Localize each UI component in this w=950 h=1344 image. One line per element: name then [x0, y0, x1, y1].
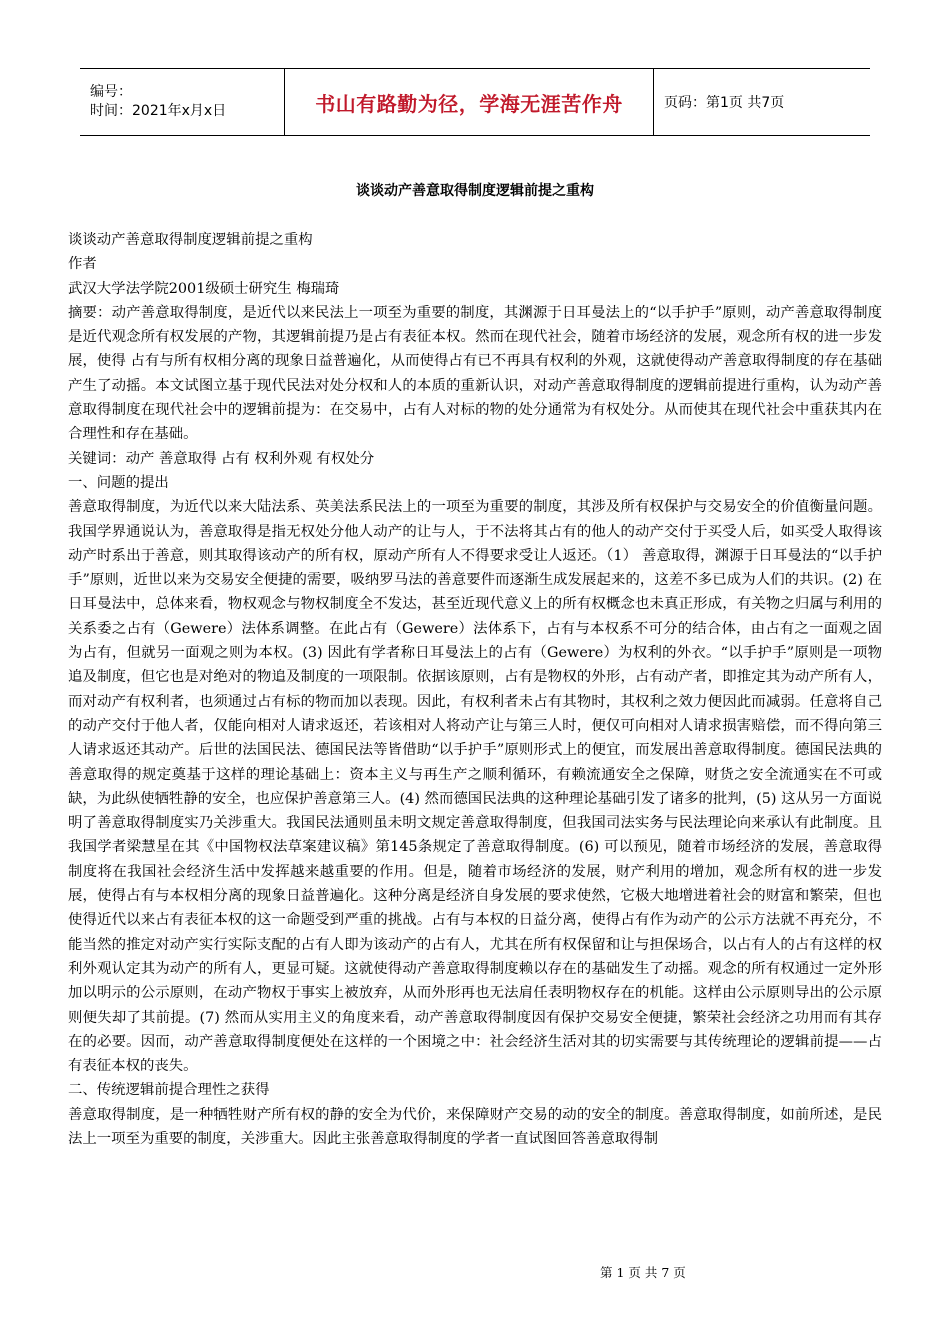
paragraph-abstract: 摘要：动产善意取得制度，是近代以来民法上一项至为重要的制度，其渊源于日耳曼法上的“以手护手”原则，动产善意取得制度是近代观念所有权发展的产物，其逻辑前提乃是占有表征本权。然而在现代社会，随着市场经济的发展，观念所有权的进一步发展，使得 占有与所有权相分离的现象日益普遍化，从而使得占有已不再具有权利的外观，这就使得动产善意取得制度的存在基础产生了动摇。本文试图立基于现代民法对处分权和人的本质的重新认识，对动产善意取得制度的逻辑前提进行重构，认为动产善意取得制度在现代社会中的逻辑前提为：在交易中，占有人对标的物的处分通常为有权处分。从而使其在现代社会中重获其内在合理性和存在基础。 [68, 304, 882, 443]
paragraph-section-1: 善意取得制度，为近代以来大陆法系、英美法系民法上的一项至为重要的制度，其涉及所有权保护与交易安全的价值衡量问题。我国学界通说认为，善意取得是指无权处分他人动产的让与人，于不法将其占有的他人的动产交付于买受人后，如买受人取得该动产时系出于善意，则其取得该动产的所有权，原动产所有人不得要求受让人返还。（1） 善意取得，渊源于日耳曼法的“以手护手”原则，近世以来为交易安全便捷的需要，吸纳罗马法的善意要件而逐渐生成发展起来的，这差不多已成为人们的共识。(2) 在日耳曼法中，总体来看，物权观念与物权制度全不发达，甚至近现代意义上的所有权概念也未真正形成，有关物之归属与利用的关系委之占有（Gewere）法体系调整。在此占有（Gewere）法体系下，占有与本权系不可分的结合体，由占有之一面观之固为占有，但就另一面观之则为本权。(3) 因此有学者称日耳曼法上的占有（Gewere）为权利的外衣。“以手护手”原则是一项物追及制度，但它也是对绝对的物追及制度的一项限制。依据该原则，占有是物权的外形，占有动产者，即推定其为动产所有人，而对动产有权利者，也须通过占有标的物而加以表现。因此，有权利者未占有其物时，其权利之效力便因此而减弱。任意将自己的动产交付于他人者，仅能向相对人请求返还，若该相对人将动产让与第三人时，便仅可向相对人请求损害赔偿，而不得向第三人请求返还其动产。后世的法国民法、德国民法等皆借助“以手护手”原则形式上的便宜，而发展出善意取得制度。德国民法典的善意取得的规定奠基于这样的理论基础上：资本主义与再生产之顺利循环，有赖流通安全之保障，财货之安全流通实在不可或缺，为此纵使牺牲静的安全，也应保护善意第三人。(4) 然而德国民法典的这种理论基础引发了诸多的批判，(5) 这从另一方面说明了善意取得制度实乃关涉重大。我国民法通则虽未明文规定善意取得制度，但我国司法实务与民法理论向来承认有此制度。且我国学者梁慧星在其《中国物权法草案建议稿》第145条规定了善意取得制度。(6) 可以预见，随着市场经济的发展，善意取得制度将在我国社会经济生活中发挥越来越重要的作用。但是，随着市场经济的发展，财产利用的增加，观念所有权的进一步发展，使得占有与本权相分离的现象日益普遍化。这种分离是经济自身发展的要求使然，它极大地增进着社会的财富和繁荣，但也使得近代以来占有表征本权的这一命题受到严重的挑战。占有与本权的日益分离，使得占有作为动产的公示方法就不再充分，不能当然的推定对动产实行实际支配的占有人即为该动产的占有人，尤其在所有权保留和让与担保场合，以占有人的占有这样的权利外观认定其为动产的所有人，更显可疑。这就使得动产善意取得制度赖以存在的基础发生了动摇。观念的所有权通过一定外形加以明示的公示原则，在动产物权于事实上被放弃，从而外形再也无法肩任表明物权存在的机能。这样由公示原则导出的公示原则便失却了其前提。(7) 然而从实用主义的角度来看，动产善意取得制度因有保护交易安全便捷，繁荣社会经济之功用而有其存在的必要。因而，动产善意取得制度便处在这样的一个困境之中：社会经济生活对其的切实需要与其传统理论的逻辑前提——占有表征本权的丧失。 [68, 499, 882, 1075]
paragraph-keywords: 关键词：动产 善意取得 占有 权利外观 有权处分 [68, 450, 375, 467]
motto: 书山有路勤为径，学海无涯苦作舟 [315, 91, 623, 116]
header-right-cell [654, 69, 870, 135]
page-info: 页码：第1页 共7页 [664, 95, 785, 111]
paragraph-title-repeat: 谈谈动产善意取得制度逻辑前提之重构 [68, 232, 313, 248]
section-heading-1: 一、问题的提出 [68, 474, 169, 491]
document-body [68, 228, 882, 1151]
paragraph-author: 武汉大学法学院2001级硕士研究生 梅瑞琦 [68, 280, 340, 297]
time-label: 时间：2021年x月x日 [90, 103, 227, 119]
number-label: 编号： [90, 84, 132, 100]
page-footer: 第 1 页 共 7 页 [600, 1265, 686, 1280]
header-table [80, 68, 870, 136]
paragraph-section-2: 善意取得制度，是一种牺牲财产所有权的静的安全为代价，来保障财产交易的动的安全的制度。善意取得制度，如前所述，是民法上一项至为重要的制度，关涉重大。因此主张善意取得制度的学者一直试图回答善意取得制 [68, 1106, 882, 1147]
section-heading-2: 二、传统逻辑前提合理性之获得 [68, 1082, 270, 1099]
header-middle-cell [284, 69, 654, 135]
paragraph-author-label: 作者 [68, 256, 97, 273]
document-title: 谈谈动产善意取得制度逻辑前提之重构 [356, 183, 594, 199]
header-left-cell [80, 69, 284, 135]
